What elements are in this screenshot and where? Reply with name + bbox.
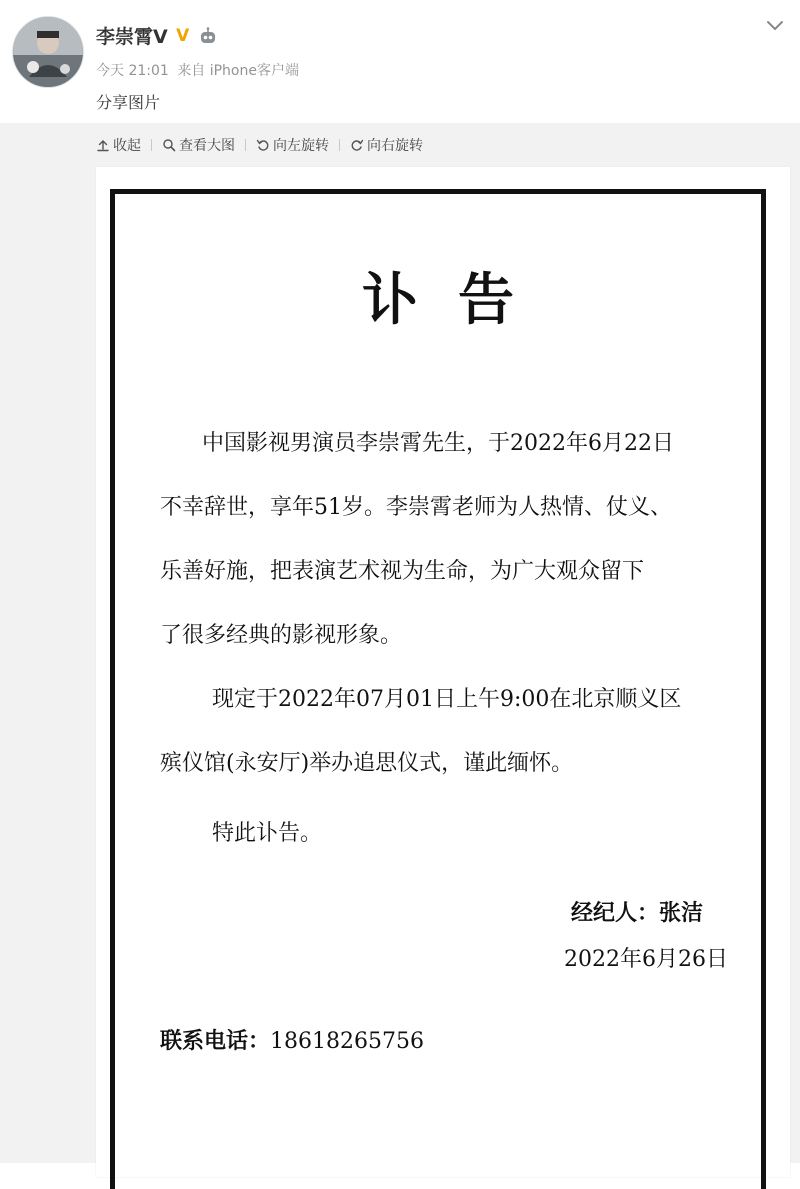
contact-number: 18618265756 [270, 1029, 424, 1054]
robot-badge-icon [198, 27, 218, 45]
view-large-label: 查看大图 [179, 138, 235, 154]
paragraph-2-line: 殡仪馆(永安厅)举办追思仪式，谨此缅怀。 [160, 751, 574, 776]
contact-line [160, 1024, 424, 1055]
toolbar-divider [339, 139, 340, 151]
username[interactable]: 李崇霄V [96, 26, 168, 48]
paragraph-2-line: 现定于2022年07月01日上午9:00在北京顺义区 [212, 687, 682, 712]
view-large-button[interactable] [162, 135, 235, 155]
collapse-button[interactable] [96, 135, 141, 155]
search-icon [162, 138, 176, 152]
post-header [0, 0, 800, 123]
username-row [96, 22, 218, 49]
rotate-right-label: 向右旋转 [367, 138, 423, 154]
paragraph-1-line: 中国影视男演员李崇霄先生，于2022年6月22日 [202, 431, 674, 456]
signature: 经纪人：张洁 [571, 900, 704, 926]
paragraph-1-line: 不幸辞世，享年51岁。李崇霄老师为人热情、仗义、 [160, 495, 672, 520]
collapse-label: 收起 [113, 138, 141, 154]
post-time[interactable]: 今天 21:01 [96, 63, 169, 79]
notice-title: 讣告 [362, 267, 554, 333]
paragraph-1-line: 了很多经典的影视形象。 [160, 623, 403, 648]
verified-badge-icon: V [176, 25, 190, 46]
image-toolbar [96, 134, 423, 156]
chevron-down-icon[interactable] [764, 14, 786, 36]
rotate-left-icon [256, 138, 270, 152]
media-panel [0, 123, 800, 1163]
post-meta [96, 60, 299, 80]
avatar-image [13, 17, 83, 87]
rotate-left-label: 向左旋转 [273, 138, 329, 154]
rotate-right-button[interactable] [350, 135, 423, 155]
notice-date: 2022年6月26日 [564, 947, 728, 972]
shared-image[interactable] [96, 167, 790, 1177]
avatar[interactable] [12, 16, 84, 88]
contact-label: 联系电话： [160, 1028, 271, 1054]
rotate-right-icon [350, 138, 364, 152]
obituary-notice [110, 189, 766, 1189]
rotate-left-button[interactable] [256, 135, 329, 155]
paragraph-1-line: 乐善好施，把表演艺术视为生命，为广大观众留下 [160, 559, 645, 584]
collapse-icon [96, 138, 110, 152]
closing-text: 特此讣告。 [212, 821, 323, 846]
post-source: 来自 iPhone客户端 [177, 63, 299, 79]
post-text: 分享图片 [96, 93, 161, 112]
toolbar-divider [245, 139, 246, 151]
toolbar-divider [151, 139, 152, 151]
